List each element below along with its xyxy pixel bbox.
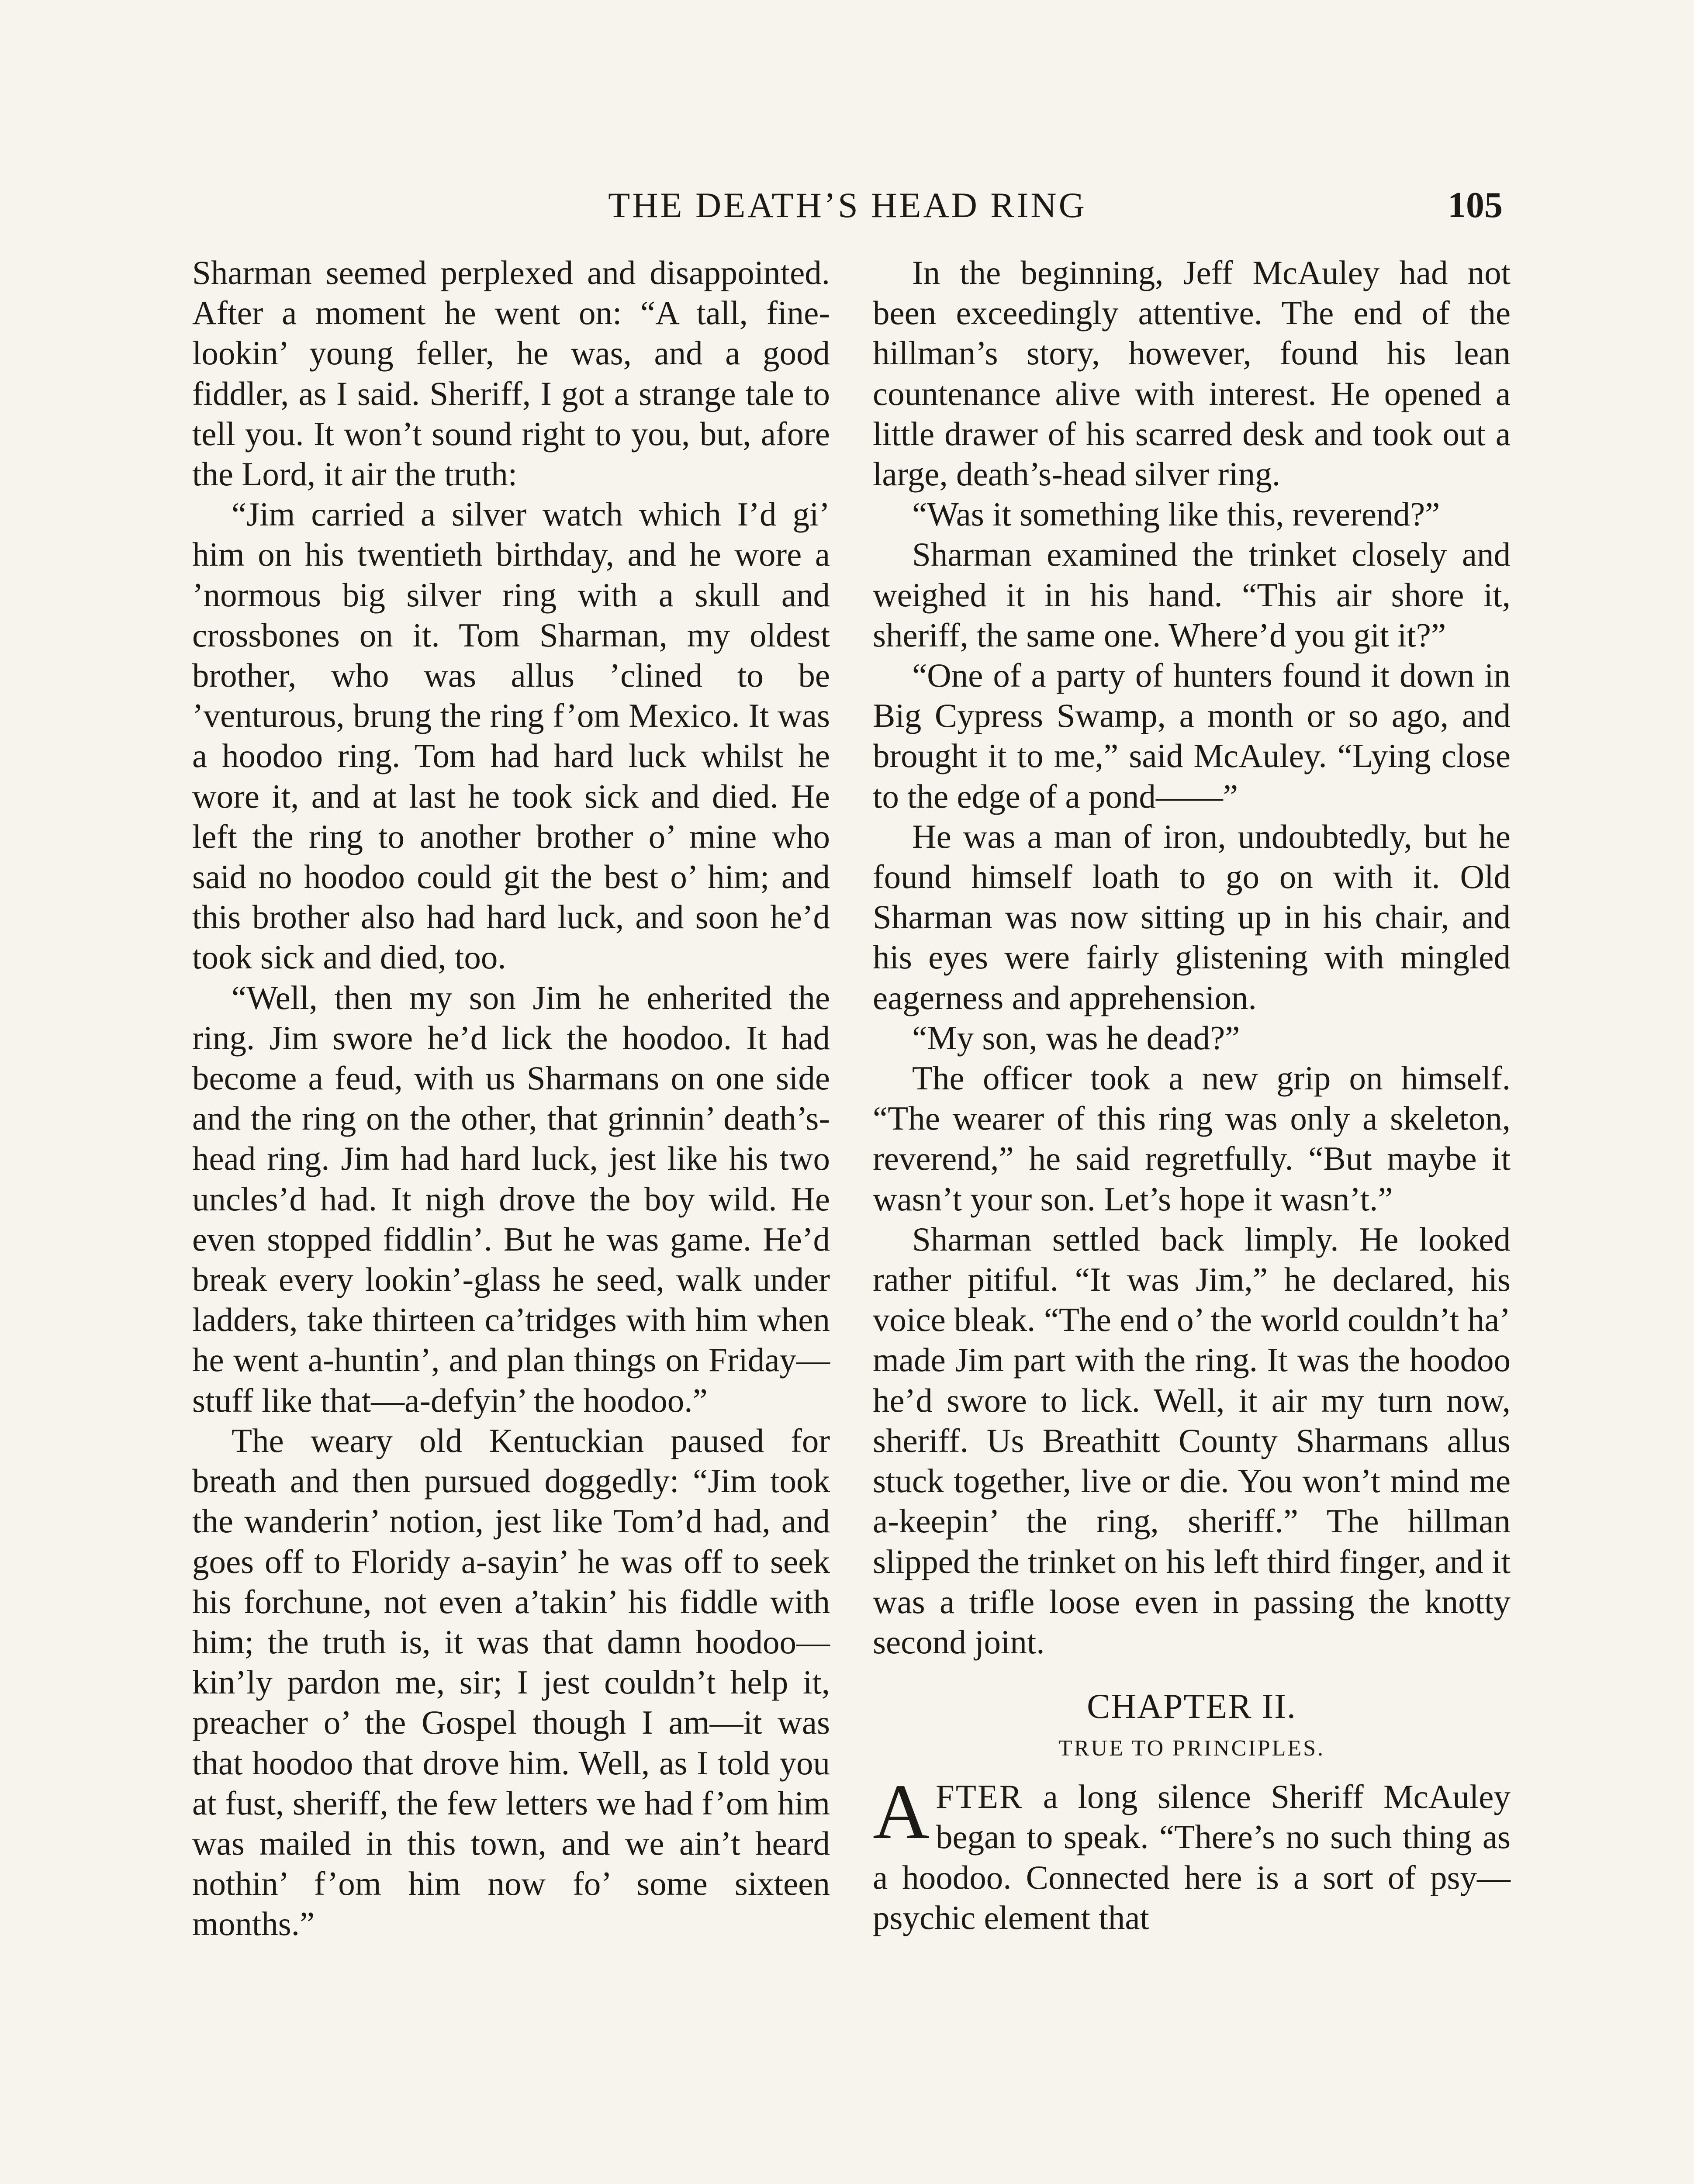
- drop-cap: A: [873, 1768, 930, 1856]
- paragraph: “My son, was he dead?”: [912, 1019, 1240, 1057]
- paragraph: The weary old Kentuckian paused for breath and then pursued doggedly: “Jim took the wanderin’ notion, jest like Tom’d had, and goes off to Floridy a-sayin’ he was off to seek his forchune, not even a’takin’ his fiddle with him; the truth is, it was that damn hoodoo—kin’ly pardon me, sir; I jest couldn’t help it, preacher o’ the Gospel though I am—it was that hoodoo that drove him. Well, as I told you at fust, sheriff, the few letters we had f’om him was mailed in this town, and we ain’t heard nothin’ f’om him now fo’ some sixteen months.”: [192, 1421, 830, 1943]
- page-header: [192, 175, 1503, 236]
- chapter-opening-paragraph: [873, 1768, 1511, 1938]
- page-number: 105: [1448, 185, 1503, 225]
- opening-text: a long silence Sheriff McAuley began to speak. “There’s no such thing as a hoodoo. Connected here is a sort of psy—psychic element that: [873, 1778, 1511, 1936]
- paragraph: Sharman examined the trinket closely and weighed it in his hand. “This air shore it, sheriff, the same one. Where’d you git it?”: [873, 536, 1511, 654]
- chapter-title: CHAPTER II.: [1087, 1687, 1296, 1726]
- paragraph: Sharman seemed perplexed and disappointed. After a moment he went on: “A tall, fine-lookin’ young feller, he was, and a good fiddler, as I said. Sheriff, I got a strange tale to tell you. It won’t sound right to you, but, afore the Lord, it air the truth:: [192, 254, 830, 493]
- paragraph: He was a man of iron, undoubtedly, but he found himself loath to go on with it. Old Sharman was now sitting up in his chair, and his eyes were fairly glistening with mingled eagerness and apprehension.: [873, 817, 1511, 1016]
- paragraph: The officer took a new grip on himself. “The wearer of this ring was only a skeleton, reverend,” he said regretfully. “But maybe it wasn’t your son. Let’s hope it wasn’t.”: [873, 1059, 1511, 1218]
- paragraph: “Was it something like this, reverend?”: [912, 495, 1440, 533]
- paragraph: In the beginning, Jeff McAuley had not been exceedingly attentive. The end of the hillman’s story, however, found his lean countenance alive with interest. He opened a little drawer of his scarred desk and took out a large, death’s-head silver ring.: [873, 254, 1511, 493]
- chapter-subtitle: TRUE TO PRINCIPLES.: [1058, 1736, 1325, 1761]
- paragraph: Sharman settled back limply. He looked rather pitiful. “It was Jim,” he declared, his voice bleak. “The end o’ the world couldn’t ha’ made Jim part with the ring. It was the hoodoo he’d swore to lick. Well, it air my turn now, sheriff. Us Breathitt County Sharmans allus stuck together, live or die. You won’t mind me a-keepin’ the ring, sheriff.” The hillman slipped the trinket on his left third finger, and it was a trifle loose even in passing the knotty second joint.: [873, 1220, 1511, 1661]
- left-column: [192, 252, 830, 1944]
- paragraph: “Jim carried a silver watch which I’d gi’ him on his twentieth birthday, and he wore a ’normous big silver ring with a skull and crossbones on it. Tom Sharman, my oldest brother, who was allus ’clined to be ’venturous, brung the ring f’om Mexico. It was a hoodoo ring. Tom had hard luck whilst he wore it, and at last he took sick and died. He left the ring to another brother o’ mine who said no hoodoo could git the best o’ him; and this brother also had hard luck, and soon he’d took sick and died, too.: [192, 495, 830, 976]
- paragraph: “One of a party of hunters found it down in Big Cypress Swamp, a month or so ago, and brought it to me,” said McAuley. “Lying close to the edge of a pond——”: [873, 657, 1511, 815]
- opening-small-caps: FTER: [936, 1778, 1023, 1816]
- running-title: THE DEATH’S HEAD RING: [608, 185, 1087, 225]
- paragraph: “Well, then my son Jim he enherited the ring. Jim swore he’d lick the hoodoo. It had become a feud, with us Sharmans on one side and the ring on the other, that grinnin’ death’s-head ring. Jim had hard luck, jest like his two uncles’d had. It nigh drove the boy wild. He even stopped fiddlin’. But he was game. He’d break every lookin’-glass he seed, walk under ladders, take thirteen ca’tridges with him when he went a-huntin’, and plan things on Friday—stuff like that—a-defyin’ the hoodoo.”: [192, 978, 830, 1419]
- right-column: [873, 252, 1511, 1938]
